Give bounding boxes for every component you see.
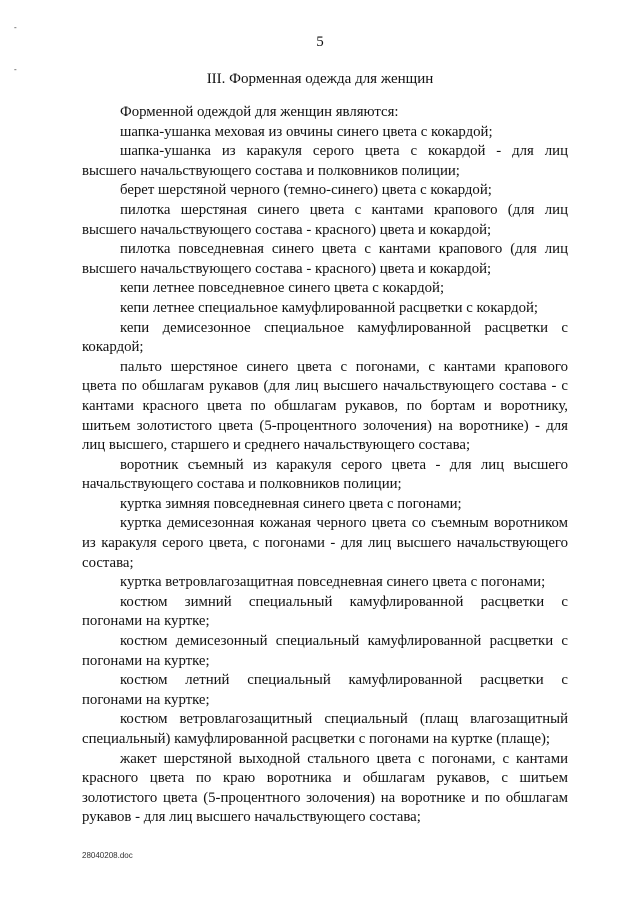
- text-line: костюм демисезонный специальный камуфлированной расцветки с: [120, 633, 568, 650]
- text-line: цвета по обшлагам рукавов (для лиц высшего начальствующего состава - с: [82, 378, 568, 395]
- text-line: рукавов - для лиц высшего начальствующего состава;: [82, 809, 421, 826]
- text-line: пилотка повседневная синего цвета с кантами крапового (для лиц: [120, 241, 568, 258]
- text-line: жакет шерстяной выходной стального цвета с погонами, с кантами: [120, 750, 568, 767]
- text-line: шапка-ушанка из каракуля серого цвета с кокардой - для лиц: [120, 143, 568, 160]
- text-line: шапка-ушанка меховая из овчины синего цвета с кокардой;: [120, 123, 493, 140]
- text-line: куртка зимняя повседневная синего цвета с погонами;: [120, 495, 462, 512]
- text-line: красного цвета по краю воротника и обшлагам рукавов, с шитьем: [82, 770, 568, 787]
- text-line: воротник съемный из каракуля серого цвета - для лиц высшего: [120, 456, 568, 473]
- text-line: пилотка шерстяная синего цвета с кантами крапового (для лиц: [120, 201, 568, 218]
- text-line: специальный) камуфлированной расцветки с погонами на куртке (плаще);: [82, 731, 551, 747]
- text-line: состава;: [82, 554, 134, 571]
- text-line: костюм ветровлагозащитный специальный (плащ влагозащитный: [120, 711, 568, 728]
- text-line: шитьем золотистого цвета (5-процентного золочения) на воротнике) - для: [82, 417, 568, 434]
- scan-mark: -: [14, 65, 17, 74]
- text-line: кепи летнее специальное камуфлированной расцветки с кокардой;: [120, 299, 539, 316]
- text-line: кепи демисезонное специальное камуфлированной расцветки с: [120, 319, 568, 336]
- text-line: погонами на куртке;: [82, 613, 210, 630]
- text-line: костюм зимний специальный камуфлированной расцветки с: [120, 593, 568, 610]
- text-line: кантами красного цвета по обшлагам рукавов, по бортам и воротнику,: [82, 397, 568, 414]
- text-line: высшего начальствующего состава - красного) цвета и кокардой;: [82, 221, 492, 238]
- text-line: золотистого цвета (5-процентного золочения) на воротнике и по обшлагам: [82, 789, 568, 806]
- text-line: куртка демисезонная кожаная черного цвета со съемным воротником: [120, 515, 568, 532]
- text-line: пальто шерстяное синего цвета с погонами, с кантами крапового: [120, 358, 568, 375]
- text-line: Форменной одеждой для женщин являются:: [120, 104, 399, 120]
- document-body: [82, 103, 568, 828]
- text-line: высшего начальствующего состава и полковников полиции;: [82, 162, 460, 179]
- text-line: погонами на куртке;: [82, 691, 210, 708]
- scan-mark: -: [14, 23, 17, 32]
- page-number: 5: [316, 34, 324, 50]
- text-line: лиц высшего, старшего и среднего начальствующего состава;: [82, 437, 471, 454]
- text-line: костюм летний специальный камуфлированной расцветки с: [120, 672, 568, 689]
- section-title: III. Форменная одежда для женщин: [206, 71, 434, 87]
- text-line: погонами на куртке;: [82, 652, 210, 669]
- text-line: куртка ветровлагозащитная повседневная синего цвета с погонами;: [120, 574, 546, 591]
- text-line: высшего начальствующего состава - красного) цвета и кокардой;: [82, 260, 492, 277]
- text-line: кепи летнее повседневное синего цвета с кокардой;: [120, 280, 445, 297]
- file-name-footer: 28040208.doc: [82, 851, 133, 860]
- text-line: начальствующего состава и полковников полиции;: [82, 476, 402, 493]
- text-line: кокардой;: [82, 339, 144, 356]
- text-line: из каракуля серого цвета, с погонами - для лиц высшего начальствующего: [82, 535, 568, 552]
- text-line: берет шерстяной черного (темно-синего) цвета с кокардой;: [120, 182, 492, 199]
